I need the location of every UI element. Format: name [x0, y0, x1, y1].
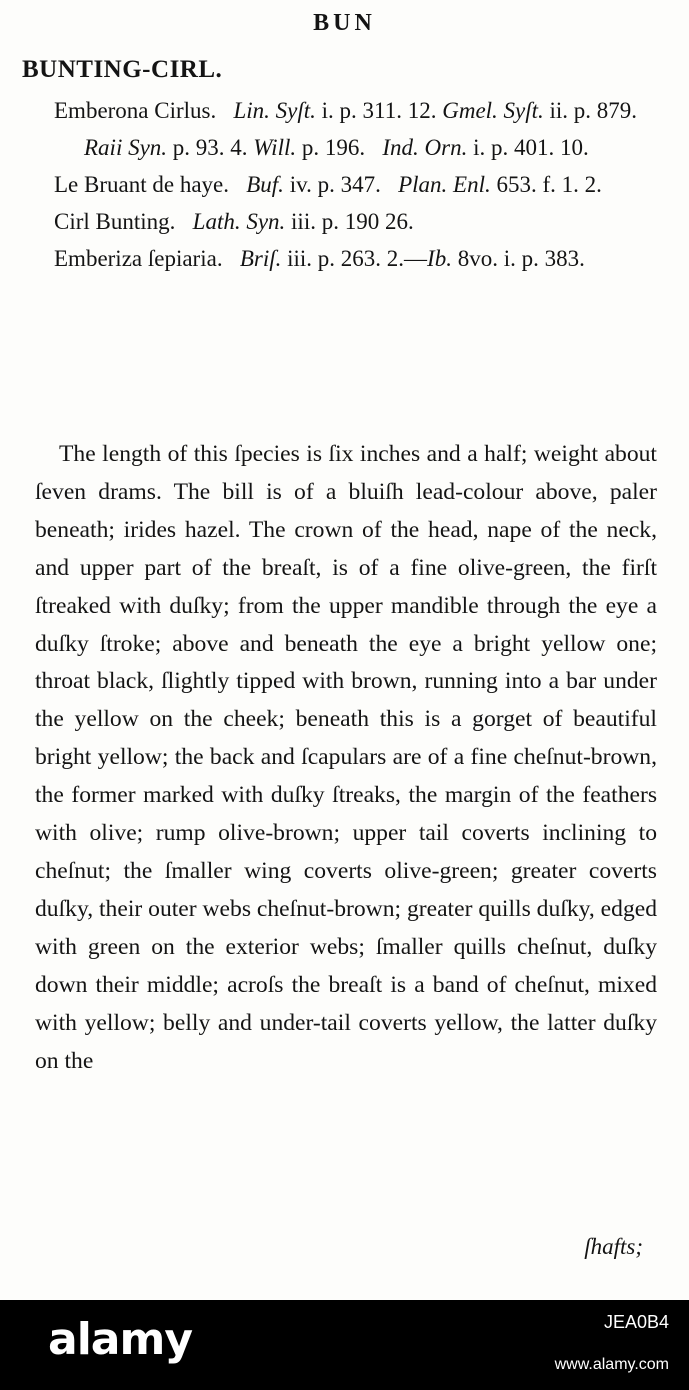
synonym-entry: Emberiza ſepiaria. Briſ. iii. p. 263. 2.—Ib. 8vo. i. p. 383. — [54, 246, 585, 271]
site-url: www.alamy.com — [554, 1356, 669, 1373]
entry-title: BUNTING-CIRL. — [22, 56, 223, 83]
synonym-entry: Cirl Bunting. Lath. Syn. iii. p. 190 26. — [54, 209, 414, 234]
description-paragraph: The length of this ſpecies is ſix inches and a half; weight about ſeven drams. The bill is of a bluiſh lead-colour above, paler beneath; irides hazel. The crown of the head, nape of the neck, and upper part of the breaſt, is of a fine olive-green, the firſt ſtreaked with duſky; from the upper mandible through the eye a duſky ſtroke; above and beneath the eye a bright yellow one; throat black, ſlightly tipped with brown, running into a bar under the yellow on the cheek; beneath this is a gorget of beautiful bright yellow; the back and ſcapulars are of a fine cheſnut-brown, the former marked with duſky ſtreaks, the margin of the feathers with olive; rump olive-brown; upper tail coverts inclining to cheſnut; the ſmaller wing coverts olive-green; greater coverts duſky, their outer webs cheſnut-brown; greater quills duſky, edged with green on the exterior webs; ſmaller quills cheſnut, duſky down their middle; acroſs the breaſt is a band of cheſnut, mixed with yellow; belly and under-tail coverts yellow, the latter duſky on the — [35, 441, 658, 1074]
synonym-entry: Le Bruant de haye. Buf. iv. p. 347. Plan. Enl. 653. f. 1. 2. — [54, 172, 602, 197]
image-id: JEA0B4 — [603, 1312, 669, 1332]
synonymy-list — [22, 92, 672, 277]
alamy-logo: alamy — [48, 1314, 192, 1365]
watermark-banner — [0, 1300, 689, 1390]
catchword: ſhafts; — [584, 1234, 643, 1259]
running-head: BUN — [313, 10, 376, 36]
synonym-entry: Emberona Cirlus. Lin. Syſt. i. p. 311. 12. Gmel. Syſt. ii. p. 879. Raii Syn. p. 93. 4. Will. p. 196. Ind. Orn. i. p. 401. 10. — [54, 98, 638, 160]
